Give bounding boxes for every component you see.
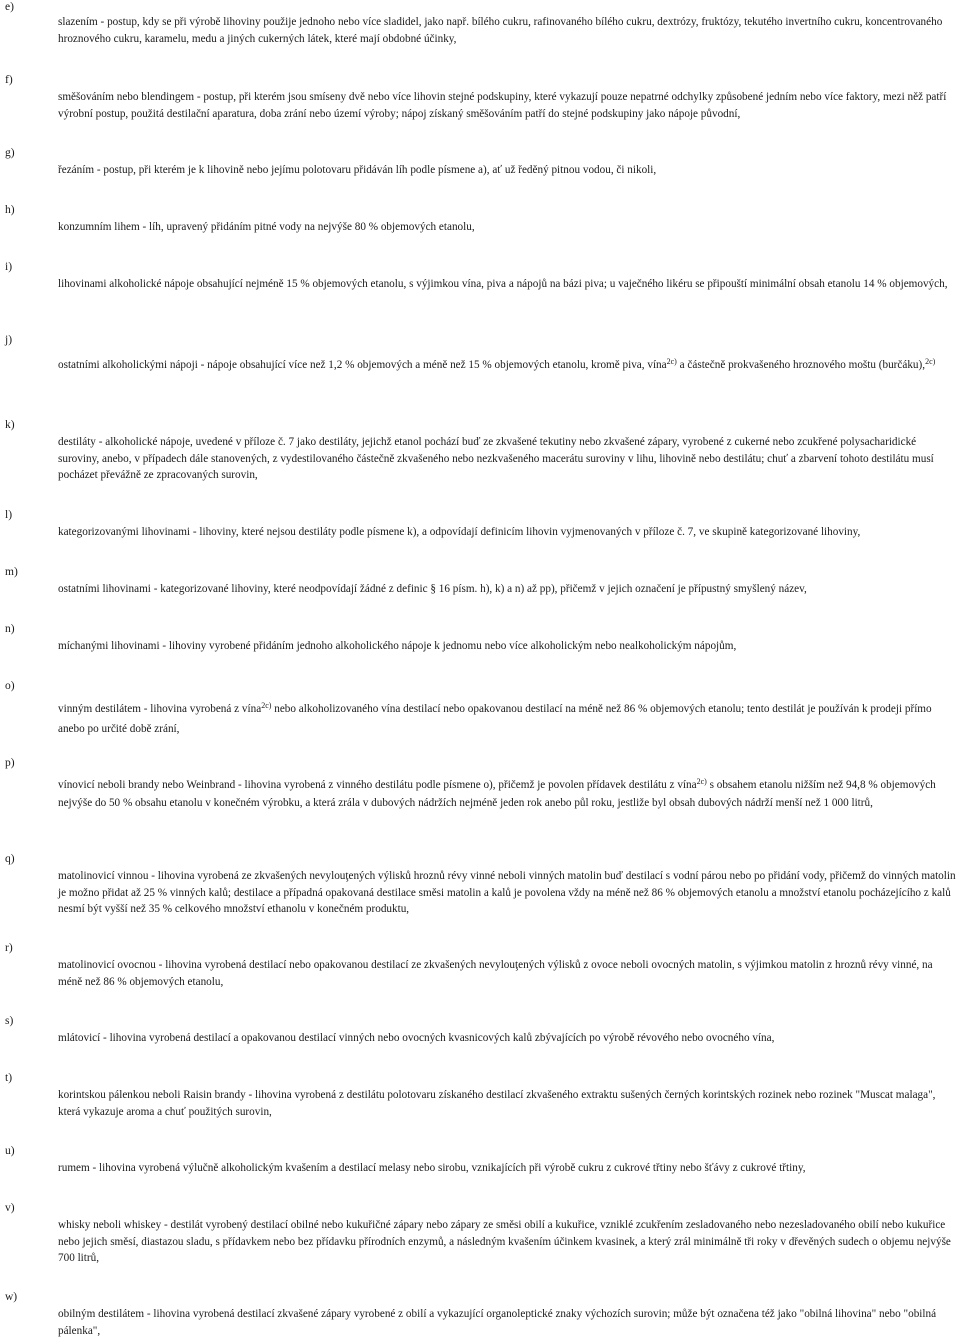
item-text: rumem - lihovina vyrobená výlučně alkoholickým kvašením a destilací melasy nebo sirobu, vznikajících při výrobě cukru z cukrové třtiny nebo šťávy z cukrové třtiny,	[58, 1162, 806, 1174]
item-text: matolinovicí ovocnou - lihovina vyrobená destilací nebo opakovanou destilací ze zkvašených nevylouţených výlisků z ovoce neboli ovocných matolin, s výjimkou matolin z hroznů révy vinné, na méně než 86 % objemových etanolu,	[58, 959, 933, 988]
item-letter: v)	[5, 1202, 15, 1214]
footnote-ref: 2c)	[261, 701, 272, 710]
item-letter: e)	[5, 1, 14, 13]
item-text: slazením - postup, kdy se při výrobě lihoviny použije jednoho nebo více sladidel, jako např. bílého cukru, rafinovaného bílého cukru, dextrózy, fruktózy, tekutého invertního cukru, koncentrovaného hroznového cukru, karamelu, medu a jiných cukerných látek, které mají obdobné účinky,	[58, 16, 943, 45]
item-text-part: nebo alkoholizovaného vína destilací nebo opakovanou destilací na méně než 86 % objemových etanolu; tento destilát je používán k prodeji přímo anebo po určité době zrání,	[58, 703, 932, 735]
footnote-ref: 2c)	[925, 357, 936, 366]
footnote-ref: 2c)	[696, 777, 707, 786]
item-letter: t)	[5, 1072, 13, 1084]
item-text	[58, 699, 958, 739]
item-text: konzumním lihem - líh, upravený přidáním pitné vody na nejvýše 80 % objemových etanolu,	[58, 221, 475, 233]
item-text-part: a částečně prokvašeného hroznového moštu (burčáku),	[676, 359, 926, 371]
item-letter: f)	[5, 74, 13, 86]
item-text: korintskou pálenkou neboli Raisin brandy - lihovina vyrobená z destilátu polotovaru získaného destilací zkvašeného extraktu sušených černých korintských rozinek nebo rozinek "Muscat malaga", která vykazuje aroma a chuť použitých surovin,	[58, 1089, 936, 1118]
item-letter: s)	[5, 1015, 14, 1027]
item-letter: o)	[5, 680, 15, 692]
item-text: míchanými lihovinami - lihoviny vyrobené přidáním jednoho alkoholického nápoje k jednomu nebo více alkoholickým nebo nealkoholickým nápojům,	[58, 640, 737, 652]
item-letter: g)	[5, 147, 15, 159]
item-text-part: vínovicí neboli brandy nebo Weinbrand - lihovina vyrobená z vinného destilátu podle písmene o), přičemž je povolen přídavek destilátu z vína	[58, 779, 697, 791]
item-text	[58, 776, 958, 812]
item-letter: k)	[5, 419, 15, 431]
item-text: směšováním nebo blendingem - postup, při kterém jsou smíseny dvě nebo více lihovin stejné podskupiny, které vykazují pouze nepatrné odchylky způsobené jedním nebo více faktory, mezi něž patří výrobní postup, použitá destilační aparatura, doba zrání nebo území výroby; nápoj získaný směšováním patří do stejné podskupiny jako nápoje původní,	[58, 91, 947, 120]
item-text: obilným destilátem - lihovina vyrobená destilací zkvašené zápary vyrobené z obilí a vykazující organoleptické znaky výchozích surovin; může být označena též jako "obilná lihovina" nebo "obilná pálenka",	[58, 1308, 937, 1337]
item-letter: m)	[5, 566, 18, 578]
item-text: ostatními lihovinami - kategorizované lihoviny, které neodpovídají žádné z definic § 16 písm. h), k) a n) až pp), přičemž v jejich označení je přípustný smyšlený název,	[58, 583, 807, 595]
item-text	[58, 355, 958, 376]
item-letter: i)	[5, 261, 13, 273]
item-text-part: s obsahem etanolu nižším než 94,8 % objemových nejvýše do 50 % obsahu etanolu v konečném výrobku, a která zrála v dubových nádržích nejméně jeden rok anebo půl roku, jestliže byl obsah dubových nádrží menší než 1 000 litrů,	[58, 779, 936, 809]
item-text: mlátovicí - lihovina vyrobená destilací a opakovanou destilací vinných nebo ovocných kvasnicových kalů zbývajících po výrobě révového nebo ovocného vína,	[58, 1032, 775, 1044]
item-letter: l)	[5, 509, 13, 521]
item-letter: p)	[5, 757, 15, 769]
item-letter: n)	[5, 623, 15, 635]
item-text: whisky neboli whiskey - destilát vyrobený destilací obilné nebo kukuřičné zápary nebo zápary ze směsi obilí a kukuřice, vzniklé zcukřením zesladovaného nebo nezesladovaného obilí nebo kukuřice nebo jejich směsí, diastazou sladu, s přídavkem nebo bez přídavku přírodních enzymů, a následným kvašením účinkem kvasinek, a který zrál minimálně tři roky v dřevěných sudech o objemu nejvýše 700 litrů,	[58, 1219, 951, 1264]
item-text-part: ostatními alkoholickými nápoji - nápoje obsahující více než 1,2 % objemových a méně než 15 % objemových etanolu, kromě piva, vína	[58, 359, 667, 371]
item-letter: j)	[5, 334, 13, 346]
item-letter: w)	[5, 1291, 18, 1303]
footnote-ref: 2c)	[666, 357, 677, 366]
item-letter: q)	[5, 853, 15, 865]
item-letter: r)	[5, 942, 13, 954]
item-text: lihovinami alkoholické nápoje obsahující nejméně 15 % objemových etanolu, s výjimkou vína, piva a nápojů na bázi piva; u vaječného likéru se připouští minimální obsah etanolu 14 % objemových,	[58, 278, 948, 290]
item-text: matolinovicí vinnou - lihovina vyrobená ze zkvašených nevylouţených výlisků hroznů révy vinné neboli vinných matolin buď destilací s vodní párou nebo po přidání vody, přičemž do vinných matolin je možno přidat až 25 % vinných kalů; destilace a případná opakovaná destilace směsi matolin a kalů je povolena vždy na méně než 86 % objemových etanolu a množství etanolu pocházejícího z kalů nesmí být vyšší než 35 % celkového množství ethanolu v konečném produktu,	[58, 870, 956, 915]
item-text: kategorizovanými lihovinami - lihoviny, které nejsou destiláty podle písmene k), a odpovídají definicím lihovin vyjmenovaných v příloze č. 7, ve skupině kategorizované lihoviny,	[58, 526, 861, 538]
item-letter: u)	[5, 1145, 15, 1157]
item-letter: h)	[5, 204, 15, 216]
item-text-part: vinným destilátem - lihovina vyrobená z vína	[58, 703, 262, 715]
item-text: řezáním - postup, při kterém je k lihovině nebo jejímu polotovaru přidáván líh podle písmene a), ať už ředěný pitnou vodou, či nikoli,	[58, 164, 657, 176]
item-text: destiláty - alkoholické nápoje, uvedené v příloze č. 7 jako destiláty, jejichž etanol pochází buď ze zkvašené tekutiny nebo zkvašené zápary, vyrobené z cukerné nebo zcukřené polysacharidické suroviny, anebo, v případech dále stanovených, z vydestilovaného částečně zkvašeného nebo nezkvašeného macerátu suroviny v lihu, lihovině nebo destilátu; chuť a zbarvení tohoto destilátu musí pocházet převážně ze zpracovaných surovin,	[58, 436, 934, 481]
